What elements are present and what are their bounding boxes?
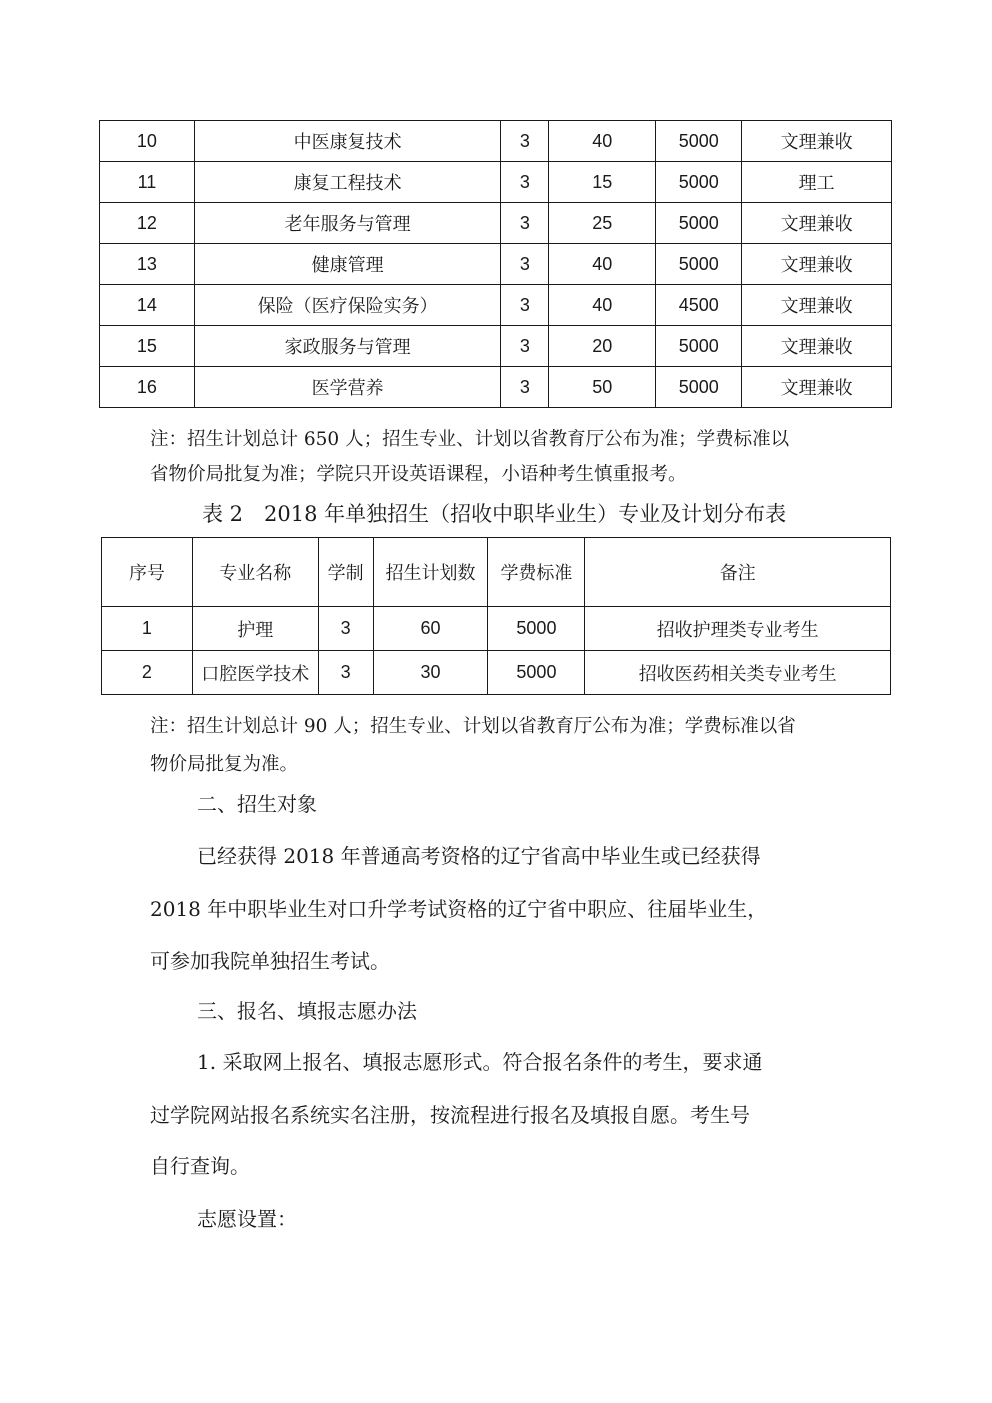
table-cell: 5000 [656,162,742,203]
table-row [100,121,892,162]
table-cell: 文理兼收 [742,244,892,285]
section3-para-line3: 自行查询。 [150,1154,250,1178]
majors-table-1 [99,120,892,408]
table-cell: 30 [373,651,488,695]
table-cell: 老年服务与管理 [194,203,501,244]
table-cell: 14 [100,285,195,326]
section2-para-line2: 2018 年中职毕业生对口升学考试资格的辽宁省中职应、往届毕业生， [150,897,768,921]
table-cell: 5000 [656,121,742,162]
table-cell: 康复工程技术 [194,162,501,203]
table-cell: 3 [501,285,549,326]
table2-note-line2: 物价局批复为准。 [150,754,299,775]
section2-heading: 二、招生对象 [197,792,317,816]
table-cell: 3 [501,367,549,408]
header-cell: 序号 [102,538,193,607]
table-cell: 15 [549,162,656,203]
table-cell: 40 [549,244,656,285]
table-cell: 3 [318,651,373,695]
table-cell: 60 [373,607,488,651]
table1-note-line2: 省物价局批复为准；学院只开设英语课程，小语种考生慎重报考。 [150,464,687,485]
header-cell: 招生计划数 [373,538,488,607]
table-cell: 40 [549,121,656,162]
table-row [100,203,892,244]
table-cell: 文理兼收 [742,203,892,244]
table-cell: 3 [318,607,373,651]
table-cell: 5000 [488,607,585,651]
table2-header-row [102,538,891,607]
table-cell: 招收护理类专业考生 [585,607,891,651]
table-row [102,607,891,651]
section2-para-line1: 已经获得 2018 年普通高考资格的辽宁省高中毕业生或已经获得 [197,844,761,868]
table-cell: 40 [549,285,656,326]
table-cell: 25 [549,203,656,244]
table-cell: 3 [501,326,549,367]
table-cell: 1 [102,607,193,651]
section3-heading: 三、报名、填报志愿办法 [197,999,417,1023]
table-cell: 50 [549,367,656,408]
table-row [100,162,892,203]
table-cell: 中医康复技术 [194,121,501,162]
section3-para-line1: 1. 采取网上报名、填报志愿形式。符合报名条件的考生，要求通 [197,1050,763,1074]
table-cell: 护理 [192,607,318,651]
table-cell: 理工 [742,162,892,203]
table-cell: 5000 [656,367,742,408]
table-cell: 3 [501,203,549,244]
table-cell: 口腔医学技术 [192,651,318,695]
table-cell: 健康管理 [194,244,501,285]
table-row [100,367,892,408]
table-cell: 11 [100,162,195,203]
header-cell: 学费标准 [488,538,585,607]
table-cell: 招收医药相关类专业考生 [585,651,891,695]
table-cell: 文理兼收 [742,326,892,367]
table-cell: 12 [100,203,195,244]
table-cell: 文理兼收 [742,367,892,408]
table-cell: 5000 [656,326,742,367]
table-cell: 医学营养 [194,367,501,408]
table1-note-line1: 注：招生计划总计 650 人；招生专业、计划以省教育厅公布为准；学费标准以 [150,429,790,450]
majors-table-2 [101,537,891,695]
header-cell: 学制 [318,538,373,607]
table-cell: 保险（医疗保险实务） [194,285,501,326]
table-cell: 3 [501,162,549,203]
table-cell: 13 [100,244,195,285]
table-row [100,326,892,367]
table2-caption: 表 2 2018 年单独招生（招收中职毕业生）专业及计划分布表 [202,502,787,526]
table-row [100,244,892,285]
section3-para-line2: 过学院网站报名系统实名注册，按流程进行报名及填报自愿。考生号 [150,1103,750,1127]
table-cell: 10 [100,121,195,162]
section3-sub-heading: 志愿设置： [197,1207,297,1231]
table-cell: 3 [501,121,549,162]
table2-note-line1: 注：招生计划总计 90 人；招生专业、计划以省教育厅公布为准；学费标准以省 [150,716,796,737]
table-cell: 2 [102,651,193,695]
table-cell: 20 [549,326,656,367]
table-cell: 文理兼收 [742,285,892,326]
table-cell: 15 [100,326,195,367]
header-cell: 备注 [585,538,891,607]
table-cell: 5000 [656,244,742,285]
table-cell: 3 [501,244,549,285]
table-row [100,285,892,326]
table-cell: 家政服务与管理 [194,326,501,367]
table-cell: 4500 [656,285,742,326]
table-cell: 5000 [488,651,585,695]
table-cell: 文理兼收 [742,121,892,162]
table-cell: 16 [100,367,195,408]
table-cell: 5000 [656,203,742,244]
table-row [102,651,891,695]
section2-para-line3: 可参加我院单独招生考试。 [150,949,390,973]
header-cell: 专业名称 [192,538,318,607]
